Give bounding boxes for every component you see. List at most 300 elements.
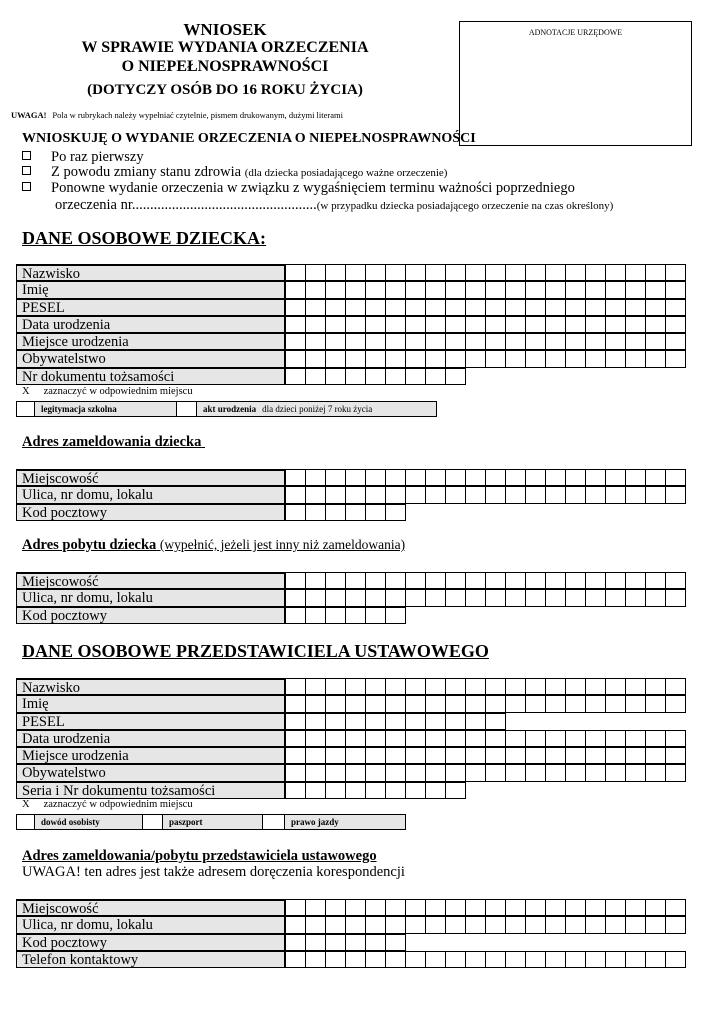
- char-cell[interactable]: [646, 299, 666, 316]
- char-cell[interactable]: [566, 281, 586, 298]
- char-cell[interactable]: [666, 281, 686, 298]
- char-cell[interactable]: [426, 469, 446, 486]
- char-cell[interactable]: [586, 350, 606, 367]
- char-cell[interactable]: [366, 695, 386, 712]
- child-surname-cells[interactable]: [284, 264, 686, 281]
- char-cell[interactable]: [546, 281, 566, 298]
- child-street-cells[interactable]: [284, 486, 686, 503]
- char-cell[interactable]: [346, 504, 366, 521]
- char-cell[interactable]: [386, 951, 406, 968]
- rep-town-cells[interactable]: [284, 899, 686, 916]
- char-cell[interactable]: [326, 747, 346, 764]
- char-cell[interactable]: [406, 782, 426, 799]
- char-cell[interactable]: [546, 678, 566, 695]
- char-cell[interactable]: [566, 572, 586, 589]
- checkbox-first-time[interactable]: [22, 151, 31, 160]
- char-cell[interactable]: [386, 504, 406, 521]
- char-cell[interactable]: [646, 678, 666, 695]
- char-cell[interactable]: [506, 316, 526, 333]
- char-cell[interactable]: [626, 350, 646, 367]
- char-cell[interactable]: [426, 486, 446, 503]
- char-cell[interactable]: [386, 678, 406, 695]
- char-cell[interactable]: [406, 486, 426, 503]
- char-cell[interactable]: [606, 572, 626, 589]
- char-cell[interactable]: [446, 572, 466, 589]
- char-cell[interactable]: [486, 333, 506, 350]
- char-cell[interactable]: [566, 264, 586, 281]
- char-cell[interactable]: [346, 713, 366, 730]
- char-cell[interactable]: [586, 730, 606, 747]
- char-cell[interactable]: [526, 747, 546, 764]
- char-cell[interactable]: [306, 504, 326, 521]
- char-cell[interactable]: [526, 695, 546, 712]
- char-cell[interactable]: [346, 264, 366, 281]
- char-cell[interactable]: [446, 713, 466, 730]
- char-cell[interactable]: [386, 934, 406, 951]
- char-cell[interactable]: [346, 316, 366, 333]
- char-cell[interactable]: [526, 572, 546, 589]
- char-cell[interactable]: [346, 589, 366, 606]
- char-cell[interactable]: [526, 916, 546, 933]
- char-cell[interactable]: [286, 589, 306, 606]
- char-cell[interactable]: [366, 607, 386, 624]
- char-cell[interactable]: [466, 486, 486, 503]
- char-cell[interactable]: [626, 264, 646, 281]
- char-cell[interactable]: [406, 713, 426, 730]
- char-cell[interactable]: [566, 316, 586, 333]
- char-cell[interactable]: [286, 316, 306, 333]
- char-cell[interactable]: [386, 589, 406, 606]
- previous-decision-number-field[interactable]: orzeczenia nr...................................................: [55, 197, 317, 213]
- char-cell[interactable]: [626, 469, 646, 486]
- char-cell[interactable]: [446, 695, 466, 712]
- rep-pesel-cells[interactable]: [284, 713, 506, 730]
- char-cell[interactable]: [646, 572, 666, 589]
- char-cell[interactable]: [326, 469, 346, 486]
- char-cell[interactable]: [326, 333, 346, 350]
- char-cell[interactable]: [486, 281, 506, 298]
- char-cell[interactable]: [506, 730, 526, 747]
- char-cell[interactable]: [306, 899, 326, 916]
- char-cell[interactable]: [406, 264, 426, 281]
- char-cell[interactable]: [286, 504, 306, 521]
- char-cell[interactable]: [306, 747, 326, 764]
- char-cell[interactable]: [366, 333, 386, 350]
- char-cell[interactable]: [646, 747, 666, 764]
- char-cell[interactable]: [326, 504, 346, 521]
- char-cell[interactable]: [626, 764, 646, 781]
- char-cell[interactable]: [486, 730, 506, 747]
- char-cell[interactable]: [646, 316, 666, 333]
- char-cell[interactable]: [306, 299, 326, 316]
- char-cell[interactable]: [486, 350, 506, 367]
- char-cell[interactable]: [366, 934, 386, 951]
- char-cell[interactable]: [566, 747, 586, 764]
- char-cell[interactable]: [446, 764, 466, 781]
- char-cell[interactable]: [426, 899, 446, 916]
- char-cell[interactable]: [286, 764, 306, 781]
- char-cell[interactable]: [306, 264, 326, 281]
- char-cell[interactable]: [346, 951, 366, 968]
- char-cell[interactable]: [626, 299, 646, 316]
- char-cell[interactable]: [546, 951, 566, 968]
- char-cell[interactable]: [666, 299, 686, 316]
- char-cell[interactable]: [506, 951, 526, 968]
- char-cell[interactable]: [506, 916, 526, 933]
- char-cell[interactable]: [586, 951, 606, 968]
- char-cell[interactable]: [426, 572, 446, 589]
- char-cell[interactable]: [366, 572, 386, 589]
- char-cell[interactable]: [626, 572, 646, 589]
- char-cell[interactable]: [586, 572, 606, 589]
- char-cell[interactable]: [346, 695, 366, 712]
- char-cell[interactable]: [406, 572, 426, 589]
- char-cell[interactable]: [346, 916, 366, 933]
- char-cell[interactable]: [566, 350, 586, 367]
- char-cell[interactable]: [286, 899, 306, 916]
- char-cell[interactable]: [406, 951, 426, 968]
- char-cell[interactable]: [346, 299, 366, 316]
- char-cell[interactable]: [486, 695, 506, 712]
- char-cell[interactable]: [666, 678, 686, 695]
- char-cell[interactable]: [306, 695, 326, 712]
- char-cell[interactable]: [386, 333, 406, 350]
- char-cell[interactable]: [366, 713, 386, 730]
- char-cell[interactable]: [566, 730, 586, 747]
- char-cell[interactable]: [446, 368, 466, 385]
- char-cell[interactable]: [446, 469, 466, 486]
- rep-name-cells[interactable]: [284, 695, 686, 712]
- char-cell[interactable]: [446, 486, 466, 503]
- char-cell[interactable]: [526, 486, 546, 503]
- char-cell[interactable]: [646, 264, 666, 281]
- char-cell[interactable]: [406, 764, 426, 781]
- stay-street-cells[interactable]: [284, 589, 686, 606]
- char-cell[interactable]: [306, 607, 326, 624]
- char-cell[interactable]: [666, 350, 686, 367]
- char-cell[interactable]: [286, 607, 306, 624]
- char-cell[interactable]: [406, 350, 426, 367]
- char-cell[interactable]: [326, 264, 346, 281]
- char-cell[interactable]: [446, 281, 466, 298]
- char-cell[interactable]: [566, 469, 586, 486]
- char-cell[interactable]: [406, 299, 426, 316]
- char-cell[interactable]: [426, 281, 446, 298]
- char-cell[interactable]: [606, 916, 626, 933]
- passport-checkbox[interactable]: [143, 815, 163, 829]
- char-cell[interactable]: [526, 469, 546, 486]
- char-cell[interactable]: [426, 264, 446, 281]
- char-cell[interactable]: [306, 333, 326, 350]
- char-cell[interactable]: [466, 333, 486, 350]
- char-cell[interactable]: [526, 589, 546, 606]
- char-cell[interactable]: [366, 589, 386, 606]
- char-cell[interactable]: [486, 951, 506, 968]
- char-cell[interactable]: [566, 764, 586, 781]
- char-cell[interactable]: [566, 486, 586, 503]
- char-cell[interactable]: [606, 486, 626, 503]
- school-id-checkbox[interactable]: [17, 402, 35, 416]
- char-cell[interactable]: [626, 486, 646, 503]
- char-cell[interactable]: [606, 899, 626, 916]
- char-cell[interactable]: [426, 747, 446, 764]
- char-cell[interactable]: [326, 934, 346, 951]
- char-cell[interactable]: [366, 368, 386, 385]
- char-cell[interactable]: [646, 951, 666, 968]
- char-cell[interactable]: [486, 916, 506, 933]
- char-cell[interactable]: [326, 350, 346, 367]
- char-cell[interactable]: [566, 589, 586, 606]
- char-cell[interactable]: [386, 264, 406, 281]
- char-cell[interactable]: [286, 299, 306, 316]
- checkbox-health-change[interactable]: [22, 166, 31, 175]
- char-cell[interactable]: [606, 589, 626, 606]
- char-cell[interactable]: [446, 350, 466, 367]
- char-cell[interactable]: [486, 747, 506, 764]
- char-cell[interactable]: [326, 607, 346, 624]
- char-cell[interactable]: [366, 678, 386, 695]
- char-cell[interactable]: [586, 469, 606, 486]
- char-cell[interactable]: [546, 350, 566, 367]
- char-cell[interactable]: [286, 486, 306, 503]
- char-cell[interactable]: [546, 299, 566, 316]
- char-cell[interactable]: [606, 764, 626, 781]
- char-cell[interactable]: [566, 678, 586, 695]
- char-cell[interactable]: [406, 469, 426, 486]
- rep-birthplace-cells[interactable]: [284, 747, 686, 764]
- char-cell[interactable]: [606, 281, 626, 298]
- char-cell[interactable]: [626, 695, 646, 712]
- char-cell[interactable]: [446, 264, 466, 281]
- char-cell[interactable]: [446, 747, 466, 764]
- rep-phone-cells[interactable]: [284, 951, 686, 968]
- char-cell[interactable]: [486, 572, 506, 589]
- char-cell[interactable]: [366, 264, 386, 281]
- char-cell[interactable]: [646, 486, 666, 503]
- char-cell[interactable]: [646, 281, 666, 298]
- char-cell[interactable]: [526, 299, 546, 316]
- char-cell[interactable]: [306, 678, 326, 695]
- char-cell[interactable]: [386, 350, 406, 367]
- char-cell[interactable]: [366, 350, 386, 367]
- char-cell[interactable]: [326, 486, 346, 503]
- char-cell[interactable]: [606, 469, 626, 486]
- child-id-doc-cells[interactable]: [284, 368, 466, 385]
- child-birthdate-cells[interactable]: [284, 316, 686, 333]
- char-cell[interactable]: [386, 299, 406, 316]
- char-cell[interactable]: [286, 264, 306, 281]
- char-cell[interactable]: [286, 695, 306, 712]
- char-cell[interactable]: [666, 589, 686, 606]
- char-cell[interactable]: [286, 951, 306, 968]
- char-cell[interactable]: [386, 316, 406, 333]
- char-cell[interactable]: [346, 899, 366, 916]
- char-cell[interactable]: [506, 486, 526, 503]
- char-cell[interactable]: [666, 572, 686, 589]
- char-cell[interactable]: [326, 316, 346, 333]
- char-cell[interactable]: [406, 899, 426, 916]
- char-cell[interactable]: [326, 899, 346, 916]
- char-cell[interactable]: [606, 333, 626, 350]
- rep-citizenship-cells[interactable]: [284, 764, 686, 781]
- char-cell[interactable]: [586, 589, 606, 606]
- char-cell[interactable]: [466, 299, 486, 316]
- char-cell[interactable]: [446, 730, 466, 747]
- char-cell[interactable]: [566, 916, 586, 933]
- char-cell[interactable]: [526, 764, 546, 781]
- char-cell[interactable]: [466, 281, 486, 298]
- char-cell[interactable]: [506, 281, 526, 298]
- char-cell[interactable]: [626, 678, 646, 695]
- char-cell[interactable]: [386, 916, 406, 933]
- char-cell[interactable]: [446, 899, 466, 916]
- char-cell[interactable]: [386, 764, 406, 781]
- char-cell[interactable]: [306, 730, 326, 747]
- char-cell[interactable]: [306, 764, 326, 781]
- char-cell[interactable]: [666, 951, 686, 968]
- char-cell[interactable]: [366, 281, 386, 298]
- char-cell[interactable]: [386, 730, 406, 747]
- char-cell[interactable]: [386, 486, 406, 503]
- char-cell[interactable]: [586, 486, 606, 503]
- char-cell[interactable]: [466, 951, 486, 968]
- char-cell[interactable]: [286, 934, 306, 951]
- char-cell[interactable]: [546, 264, 566, 281]
- char-cell[interactable]: [366, 504, 386, 521]
- char-cell[interactable]: [586, 916, 606, 933]
- char-cell[interactable]: [426, 678, 446, 695]
- char-cell[interactable]: [506, 264, 526, 281]
- char-cell[interactable]: [426, 333, 446, 350]
- char-cell[interactable]: [546, 572, 566, 589]
- char-cell[interactable]: [506, 572, 526, 589]
- char-cell[interactable]: [366, 764, 386, 781]
- char-cell[interactable]: [306, 350, 326, 367]
- char-cell[interactable]: [386, 368, 406, 385]
- char-cell[interactable]: [346, 368, 366, 385]
- char-cell[interactable]: [286, 916, 306, 933]
- char-cell[interactable]: [366, 916, 386, 933]
- char-cell[interactable]: [546, 333, 566, 350]
- char-cell[interactable]: [426, 695, 446, 712]
- char-cell[interactable]: [606, 695, 626, 712]
- char-cell[interactable]: [306, 572, 326, 589]
- char-cell[interactable]: [286, 782, 306, 799]
- char-cell[interactable]: [646, 916, 666, 933]
- char-cell[interactable]: [466, 572, 486, 589]
- char-cell[interactable]: [666, 747, 686, 764]
- char-cell[interactable]: [386, 572, 406, 589]
- char-cell[interactable]: [346, 730, 366, 747]
- char-cell[interactable]: [526, 951, 546, 968]
- char-cell[interactable]: [666, 764, 686, 781]
- child-name-cells[interactable]: [284, 281, 686, 298]
- char-cell[interactable]: [386, 469, 406, 486]
- char-cell[interactable]: [386, 747, 406, 764]
- char-cell[interactable]: [386, 782, 406, 799]
- char-cell[interactable]: [326, 281, 346, 298]
- char-cell[interactable]: [446, 782, 466, 799]
- char-cell[interactable]: [346, 747, 366, 764]
- char-cell[interactable]: [586, 764, 606, 781]
- child-town-cells[interactable]: [284, 469, 686, 486]
- char-cell[interactable]: [526, 316, 546, 333]
- char-cell[interactable]: [286, 333, 306, 350]
- char-cell[interactable]: [346, 607, 366, 624]
- char-cell[interactable]: [626, 899, 646, 916]
- char-cell[interactable]: [506, 469, 526, 486]
- char-cell[interactable]: [666, 333, 686, 350]
- char-cell[interactable]: [426, 589, 446, 606]
- rep-street-cells[interactable]: [284, 916, 686, 933]
- stay-postcode-cells[interactable]: [284, 607, 406, 624]
- char-cell[interactable]: [366, 951, 386, 968]
- char-cell[interactable]: [566, 299, 586, 316]
- char-cell[interactable]: [346, 469, 366, 486]
- char-cell[interactable]: [606, 678, 626, 695]
- char-cell[interactable]: [286, 572, 306, 589]
- char-cell[interactable]: [586, 695, 606, 712]
- char-cell[interactable]: [366, 782, 386, 799]
- char-cell[interactable]: [526, 678, 546, 695]
- char-cell[interactable]: [626, 589, 646, 606]
- child-citizenship-cells[interactable]: [284, 350, 686, 367]
- char-cell[interactable]: [346, 281, 366, 298]
- char-cell[interactable]: [406, 333, 426, 350]
- char-cell[interactable]: [386, 713, 406, 730]
- char-cell[interactable]: [406, 678, 426, 695]
- char-cell[interactable]: [586, 316, 606, 333]
- char-cell[interactable]: [286, 730, 306, 747]
- char-cell[interactable]: [566, 951, 586, 968]
- char-cell[interactable]: [546, 747, 566, 764]
- char-cell[interactable]: [666, 695, 686, 712]
- char-cell[interactable]: [306, 486, 326, 503]
- rep-id-doc-cells[interactable]: [284, 782, 466, 799]
- char-cell[interactable]: [626, 316, 646, 333]
- char-cell[interactable]: [606, 747, 626, 764]
- char-cell[interactable]: [486, 469, 506, 486]
- char-cell[interactable]: [546, 899, 566, 916]
- char-cell[interactable]: [466, 764, 486, 781]
- char-cell[interactable]: [346, 572, 366, 589]
- char-cell[interactable]: [566, 695, 586, 712]
- char-cell[interactable]: [306, 368, 326, 385]
- char-cell[interactable]: [346, 333, 366, 350]
- char-cell[interactable]: [546, 695, 566, 712]
- rep-surname-cells[interactable]: [284, 678, 686, 695]
- char-cell[interactable]: [666, 730, 686, 747]
- char-cell[interactable]: [346, 486, 366, 503]
- char-cell[interactable]: [486, 899, 506, 916]
- child-birthplace-cells[interactable]: [284, 333, 686, 350]
- char-cell[interactable]: [466, 589, 486, 606]
- char-cell[interactable]: [466, 713, 486, 730]
- char-cell[interactable]: [606, 264, 626, 281]
- char-cell[interactable]: [346, 934, 366, 951]
- char-cell[interactable]: [406, 747, 426, 764]
- char-cell[interactable]: [326, 730, 346, 747]
- char-cell[interactable]: [306, 281, 326, 298]
- char-cell[interactable]: [666, 899, 686, 916]
- char-cell[interactable]: [426, 782, 446, 799]
- char-cell[interactable]: [666, 469, 686, 486]
- char-cell[interactable]: [366, 486, 386, 503]
- char-cell[interactable]: [406, 730, 426, 747]
- char-cell[interactable]: [446, 316, 466, 333]
- char-cell[interactable]: [646, 730, 666, 747]
- char-cell[interactable]: [366, 899, 386, 916]
